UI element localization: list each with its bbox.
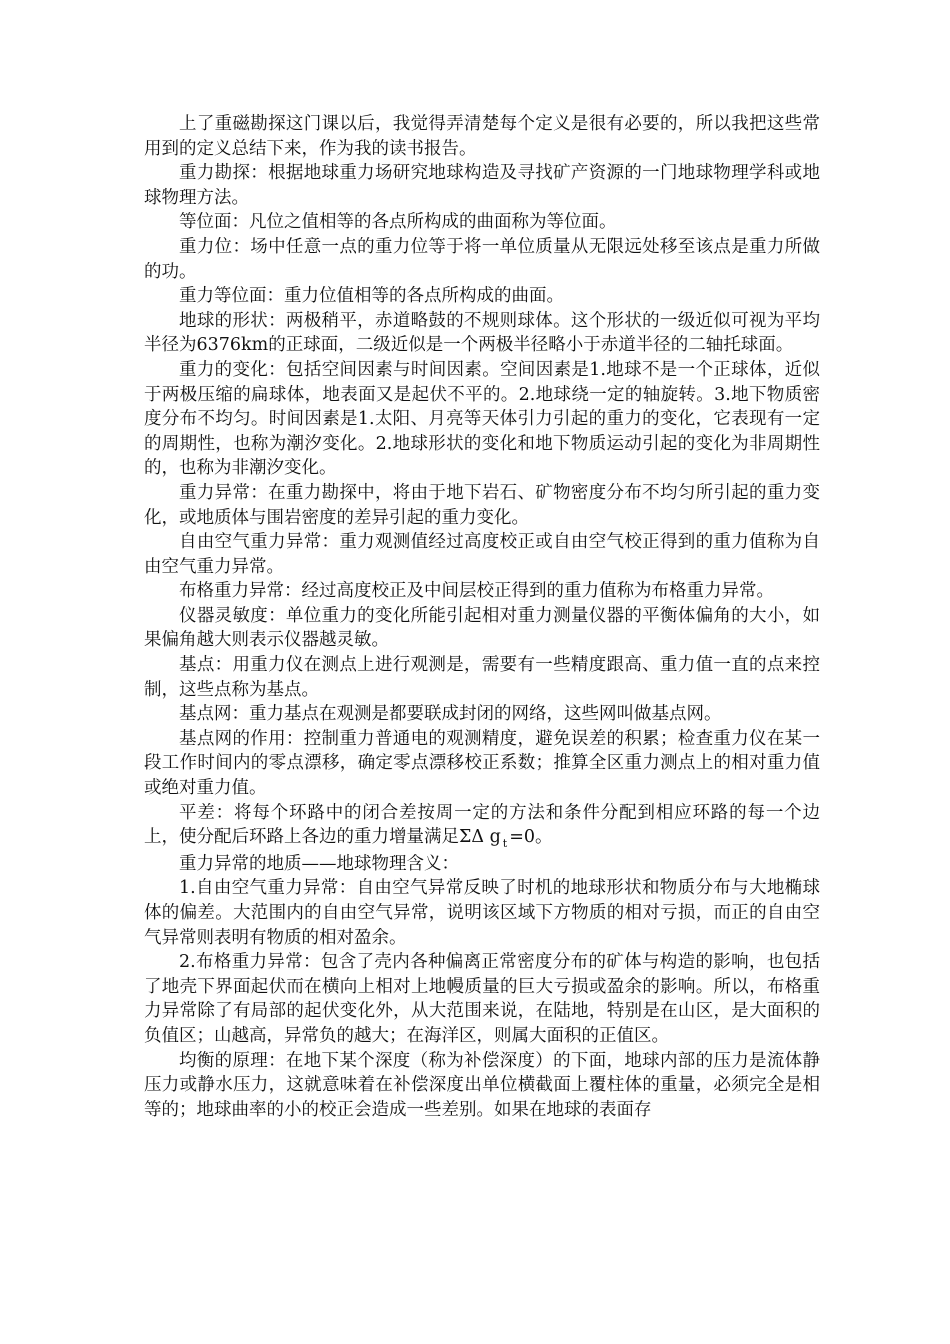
paragraph-free-air-meaning: 1.自由空气重力异常：自由空气异常反映了时机的地球形状和物质分布与大地椭球体的偏差。大范围内的自由空气异常，说明该区域下方物质的相对亏损，而正的自由空气异常则表明有物质的相对盈余。 [144, 878, 820, 948]
paragraph-adjustment [144, 801, 820, 852]
paragraph-gravity-potential: 重力位：场中任意一点的重力位等于将一单位质量从无限远处移至该点是重力所做的功。 [144, 236, 820, 282]
paragraph-gravity-prospecting: 重力勘探：根据地球重力场研究地球构造及寻找矿产资源的一门地球物理学科或地球物理方法。 [144, 163, 820, 208]
paragraph-bouguer-meaning: 2.布格重力异常：包含了壳内各种偏离正常密度分布的矿体与构造的影响，也包括了地壳下界面起伏而在横向上相对上地幔质量的巨大亏损或盈余的影响。所以，布格重力异常除了有局部的起伏变化外，从大范围来说，在陆地，特别是在山区，是大面积的负值区；山越高，异常负的越大；在海洋区，则属大面积的正值区。 [144, 952, 820, 1046]
paragraph-equipotential-surface: 等位面：凡位之值相等的各点所构成的曲面称为等位面。 [179, 212, 617, 233]
adjustment-text-end: =0。 [509, 827, 553, 848]
paragraph-bouguer-anomaly: 布格重力异常：经过高度校正及中间层校正得到的重力值称为布格重力异常。 [179, 581, 774, 602]
document-body [144, 112, 820, 1122]
paragraph-earth-shape: 地球的形状：两极稍平，赤道略鼓的不规则球体。这个形状的一级近似可视为平均半径为6376km的正球面，二级近似是一个两极半径略小于赤道半径的二轴托球面。 [144, 310, 820, 356]
paragraph-gravity-anomaly: 重力异常：在重力勘探中，将由于地下岩石、矿物密度分布不均匀所引起的重力变化，或地质体与围岩密度的差异引起的重力变化。 [144, 482, 820, 528]
paragraph-base-network-role: 基点网的作用：控制重力普通电的观测精度，避免误差的积累；检查重力仪在某一段工作时间内的零点漂移，确定零点漂移校正系数；推算全区重力测点上的相对重力值或绝对重力值。 [144, 728, 820, 799]
paragraph-base-network: 基点网：重力基点在观测是都要联成封闭的网络，这些网叫做基点网。 [179, 704, 722, 725]
paragraph-instrument-sensitivity: 仪器灵敏度：单位重力的变化所能引起相对重力测量仪器的平衡体偏角的大小，如果偏角越大则表示仪器越灵敏。 [144, 605, 820, 651]
paragraph-free-air-anomaly: 自由空气重力异常：重力观测值经过高度校正或自由空气校正得到的重力值称为自由空气重力异常。 [144, 532, 820, 577]
paragraph-isostasy-principle: 均衡的原理：在地下某个深度（称为补偿深度）的下面，地球内部的压力是流体静压力或静水压力，这就意味着在补偿深度出单位横截面上覆柱体的重量，必须完全是相等的；地球曲率的小的校正会造成一些差别。如果在地球的表面存 [144, 1050, 820, 1120]
paragraph-gravity-variation: 重力的变化：包括空间因素与时间因素。空间因素是1.地球不是一个正球体，近似于两极压缩的扁球体，地表面又是起伏不平的。2.地球绕一定的轴旋转。3.地下物质密度分布不均匀。时间因素是1.太阳、月亮等天体引力引起的重力的变化，它表现有一定的周期性，也称为潮汐变化。2.地球形状的变化和地下物质运动引起的变化为非周期性的，也称为非潮汐变化。 [144, 359, 820, 479]
paragraph-gravity-equipotential-surface: 重力等位面：重力位值相等的各点所构成的曲面。 [179, 286, 564, 307]
paragraph-intro: 上了重磁勘探这门课以后，我觉得弄清楚每个定义是很有必要的，所以我把这些常用到的定义总结下来，作为我的读书报告。 [144, 114, 820, 159]
adjustment-text: 平差：将每个环路中的闭合差按周一定的方法和条件分配到相应环路的每一个边上，使分配后环路上各边的重力增量满足ΣΔ g [144, 802, 820, 848]
paragraph-base-point: 基点：用重力仪在测点上进行观测是，需要有一些精度跟高、重力值一直的点来控制，这些点称为基点。 [144, 655, 820, 700]
adjustment-subscript: t [502, 837, 508, 851]
paragraph-anomaly-meaning-heading: 重力异常的地质——地球物理含义： [179, 853, 459, 874]
